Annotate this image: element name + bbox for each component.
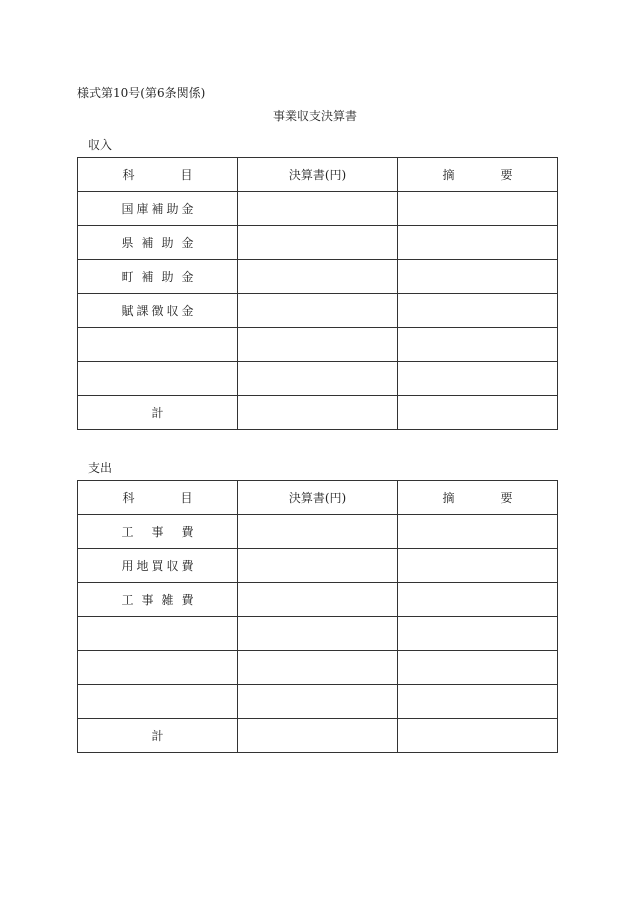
income-row-label[interactable] [78,328,238,362]
expense-row-blank [78,651,558,685]
income-total-row [78,396,558,430]
income-row-remarks-cell[interactable] [398,328,558,362]
expense-header-row [78,481,558,515]
expense-header-amount: 決算書(円) [238,481,398,515]
income-row-label[interactable] [78,362,238,396]
expense-row-amount-cell[interactable] [238,617,398,651]
income-row-label: 県補助金 [78,226,238,260]
expense-row-amount-cell[interactable] [238,685,398,719]
expense-row-amount-cell[interactable] [238,583,398,617]
income-row-amount-cell[interactable] [238,362,398,396]
expense-row-label: 工事雑費 [78,583,238,617]
expense-row-label[interactable] [78,651,238,685]
expense-row-label[interactable] [78,617,238,651]
expense-total-remarks-cell[interactable] [398,719,558,753]
expense-header-remarks: 摘要 [398,481,558,515]
expense-row-construction [78,515,558,549]
income-row-label: 町補助金 [78,260,238,294]
income-row-amount-cell[interactable] [238,260,398,294]
expense-row-remarks-cell[interactable] [398,515,558,549]
expense-row-remarks-cell[interactable] [398,685,558,719]
income-row-prefecture-subsidy [78,226,558,260]
expense-section-label: 支出 [88,461,113,475]
expense-row-label: 用地買収費 [78,549,238,583]
income-row-blank [78,328,558,362]
expense-row-amount-cell[interactable] [238,549,398,583]
income-total-amount-cell[interactable] [238,396,398,430]
income-header-item: 科目 [78,158,238,192]
income-row-levy [78,294,558,328]
expense-table [77,480,558,753]
expense-row-amount-cell[interactable] [238,515,398,549]
income-row-town-subsidy [78,260,558,294]
income-row-remarks-cell[interactable] [398,226,558,260]
expense-row-blank [78,617,558,651]
expense-total-amount-cell[interactable] [238,719,398,753]
income-section-label: 収入 [88,138,113,152]
income-total-label: 計 [78,396,238,430]
expense-row-remarks-cell[interactable] [398,549,558,583]
income-row-remarks-cell[interactable] [398,294,558,328]
income-header-remarks: 摘要 [398,158,558,192]
expense-total-label: 計 [78,719,238,753]
document-title: 事業収支決算書 [272,109,357,123]
expense-row-amount-cell[interactable] [238,651,398,685]
expense-row-remarks-cell[interactable] [398,617,558,651]
income-row-national-subsidy [78,192,558,226]
income-row-remarks-cell[interactable] [398,362,558,396]
income-table [77,157,558,430]
income-row-amount-cell[interactable] [238,192,398,226]
income-row-blank [78,362,558,396]
income-row-label: 国庫補助金 [78,192,238,226]
income-header-amount: 決算書(円) [238,158,398,192]
income-row-label: 賦課徴収金 [78,294,238,328]
income-row-amount-cell[interactable] [238,226,398,260]
expense-row-land-acquisition [78,549,558,583]
income-row-amount-cell[interactable] [238,294,398,328]
expense-row-label: 工事費 [78,515,238,549]
income-row-amount-cell[interactable] [238,328,398,362]
income-header-row [78,158,558,192]
expense-row-blank [78,685,558,719]
income-row-remarks-cell[interactable] [398,192,558,226]
expense-header-item: 科目 [78,481,238,515]
expense-row-remarks-cell[interactable] [398,651,558,685]
income-total-remarks-cell[interactable] [398,396,558,430]
expense-row-label[interactable] [78,685,238,719]
income-row-remarks-cell[interactable] [398,260,558,294]
expense-row-misc [78,583,558,617]
expense-row-remarks-cell[interactable] [398,583,558,617]
form-number: 様式第10号(第6条関係) [77,86,206,100]
expense-total-row [78,719,558,753]
